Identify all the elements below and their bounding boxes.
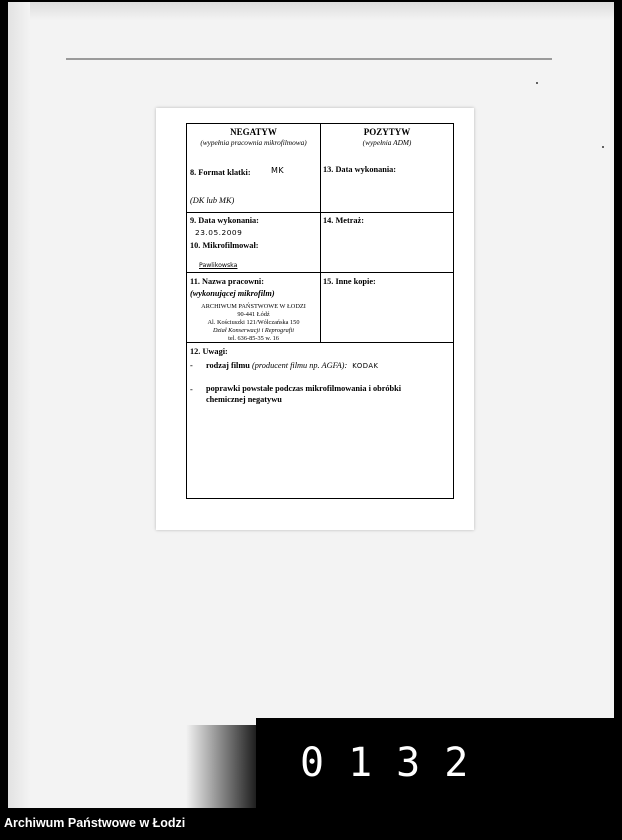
stamp-line: Al. Kościuszki 121/Wólczańska 150 (207, 319, 300, 326)
corrections-line-1: poprawki powstałe podczas mikrofilmowania i obróbki (206, 384, 402, 393)
guide-line (66, 58, 552, 60)
remarks-label: 12. Uwagi: (190, 347, 228, 356)
pozytyw-title: POZYTYW (363, 127, 411, 137)
metadata-form (186, 123, 454, 499)
frame-shadow-top (8, 2, 614, 20)
frame-counter: 0132 (300, 740, 493, 786)
counter-shadow (186, 725, 266, 808)
archive-caption: Archiwum Państwowe w Łodzi (4, 816, 186, 830)
negatyw-subtitle: (wypełnia pracownia mikrofilmowa) (200, 138, 307, 147)
pozytyw-subtitle: (wypełnia ADM) (362, 138, 412, 147)
filmed-by-label: 10. Mikrofilmował: (190, 241, 259, 250)
other-copies-label: 15. Inne kopie: (323, 277, 376, 286)
lab-name-label: 11. Nazwa pracowni: (190, 277, 264, 286)
lab-name-hint: (wykonującej mikrofilm) (190, 289, 275, 298)
remarks-bullet: - (190, 361, 193, 370)
corrections-line-2: chemicznej negatywu (206, 395, 282, 404)
archive-stamp (187, 303, 320, 343)
negative-date-label: 9. Data wykonania: (190, 216, 259, 225)
positive-date-label: 13. Data wykonania: (323, 165, 397, 174)
stamp-line: tel. 636-85-35 w. 16 (228, 335, 279, 342)
stamp-line: Dział Konserwacji i Reprografii (212, 327, 295, 334)
film-type-label: rodzaj filmu (206, 361, 250, 370)
frame-format-hint: (DK lub MK) (190, 196, 235, 205)
stamp-line: 90-441 Łódź (237, 311, 270, 318)
caption-bar (0, 808, 622, 840)
stamp-line: ARCHIWUM PAŃSTWOWE W ŁODZI (201, 303, 306, 310)
column-divider (320, 124, 321, 342)
dust-speck (602, 146, 604, 148)
remarks-bullet: - (190, 385, 193, 394)
dust-speck (536, 82, 538, 84)
frame-format-label: 8. Format klatki: (190, 168, 251, 177)
frame-shadow-left (8, 2, 30, 808)
film-type-line (206, 361, 378, 370)
negative-date-value: 23.05.2009 (195, 228, 243, 237)
row-divider (187, 272, 453, 273)
row-divider (187, 212, 453, 213)
filmed-by-signature: Pawlikowska (199, 262, 238, 269)
film-type-hint: (producent filmu np. AGFA): (251, 361, 348, 370)
frame-format-value: MK (271, 166, 285, 175)
negatyw-title: NEGATYW (230, 127, 277, 137)
film-type-value: KODAK (352, 362, 379, 370)
length-label: 14. Metraż: (323, 216, 364, 225)
